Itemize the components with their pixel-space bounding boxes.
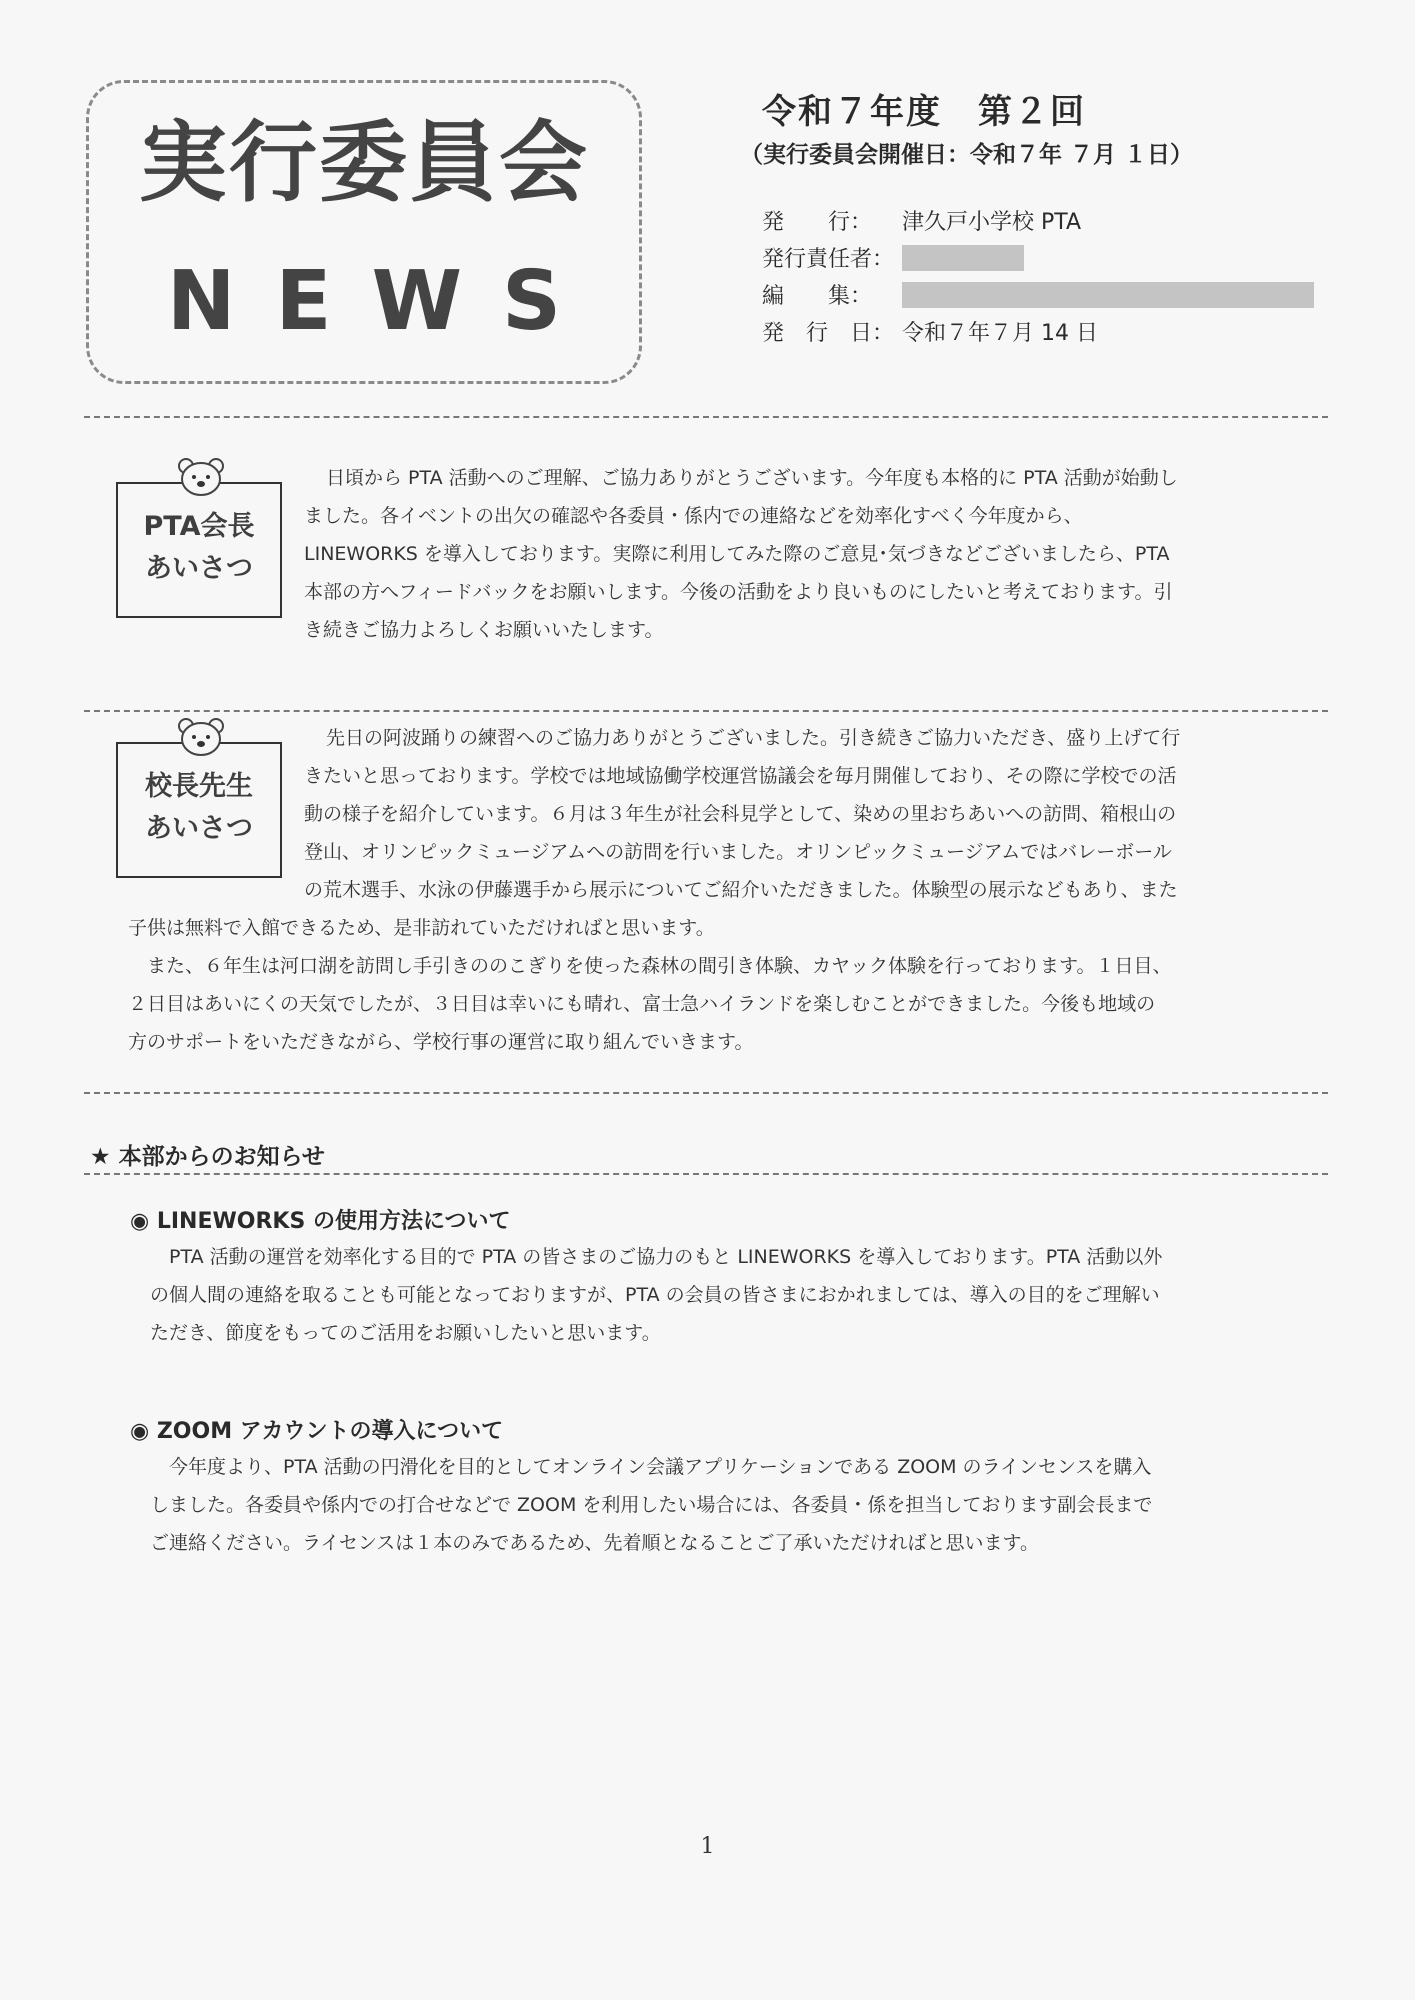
publisher-label: 発 行： xyxy=(762,210,873,235)
text-line: ただき、節度をもってのご活用をお願いしたいと思います。 xyxy=(150,1322,661,1344)
editor-label: 編 集： xyxy=(762,284,873,309)
notice-title-zoom: ◉ ZOOM アカウントの導入について xyxy=(130,1419,504,1444)
redacted-name xyxy=(902,245,1024,271)
text-line: PTA 活動の運営を効率化する目的で PTA の皆さまのご協力のもと LINEWORKS を導入しております。PTA 活動以外 xyxy=(150,1246,1163,1268)
pta-label-line2: あいさつ xyxy=(145,553,253,584)
principal-greeting-text-cont xyxy=(128,909,1313,1061)
text-line: ました。各イベントの出欠の確認や各委員・係内での連絡などを効率化すべく今年度から、 xyxy=(304,505,1083,527)
editor-row xyxy=(762,276,1314,313)
responsible-row xyxy=(762,239,1314,276)
text-line: の個人間の連絡を取ることも可能となっておりますが、PTA の会員の皆さまにおかれましては、導入の目的をご理解い xyxy=(150,1284,1160,1306)
text-line: きたいと思っております。学校では地域協働学校運営協議会を毎月開催しており、その際に学校での活 xyxy=(304,765,1177,787)
bear-icon xyxy=(176,716,226,758)
date-label: 発 行 日： xyxy=(762,321,895,346)
text-line: 登山、オリンピックミュージアムへの訪問を行いました。オリンピックミュージアムではバレーボール xyxy=(304,841,1172,863)
publisher-row xyxy=(762,202,1314,239)
divider xyxy=(84,416,1328,418)
text-line: 本部の方へフィードバックをお願いします。今後の活動をより良いものにしたいと考えております。引 xyxy=(304,581,1173,603)
title-box xyxy=(86,80,642,384)
divider xyxy=(84,1092,1328,1094)
date-value: 令和７年７月 14 日 xyxy=(902,321,1098,346)
publication-info xyxy=(762,202,1314,350)
text-line: き続きご協力よろしくお願いいたします。 xyxy=(304,619,664,641)
pta-greeting-label xyxy=(116,482,282,618)
bear-icon xyxy=(176,456,226,498)
notice-title-lineworks: ◉ LINEWORKS の使用方法について xyxy=(130,1209,511,1234)
principal-label-line2: あいさつ xyxy=(145,813,253,844)
text-line: の荒木選手、水泳の伊藤選手から展示についてご紹介いただきました。体験型の展示などもあり、また xyxy=(304,879,1178,901)
divider xyxy=(84,1173,1328,1175)
pta-label-line1: PTA会長 xyxy=(143,511,255,542)
text-line: 日頃から PTA 活動へのご理解、ご協力ありがとうございます。今年度も本格的に PTA 活動が始動し xyxy=(326,467,1178,489)
text-line: LINEWORKS を導入しております。実際に利用してみた際のご意見･気づきなどございましたら、PTA xyxy=(304,543,1170,565)
text-line: 今年度より、PTA 活動の円滑化を目的としてオンライン会議アプリケーションである ZOOM のラインセンスを購入 xyxy=(150,1456,1152,1478)
principal-label-line1: 校長先生 xyxy=(145,771,253,802)
page-number: 1 xyxy=(700,1834,715,1859)
text-line: また、６年生は河口湖を訪問し手引きののこぎりを使った森林の間引き体験、カヤック体験を行っております。１日目、 xyxy=(128,955,1172,977)
meeting-date: （実行委員会開催日：令和７年 ７月 １日） xyxy=(740,142,1194,168)
responsible-label: 発行責任者： xyxy=(762,247,895,272)
principal-greeting-text xyxy=(304,719,1304,909)
divider xyxy=(84,710,1328,712)
issue-number: 令和７年度 第２回 xyxy=(762,92,1086,132)
pta-greeting-text xyxy=(304,459,1304,649)
notices-section-title: ★ 本部からのお知らせ xyxy=(90,1144,325,1170)
text-line: ご連絡ください。ライセンスは１本のみであるため、先着順となることご了承いただければと思います。 xyxy=(150,1532,1040,1554)
notice-body-lineworks xyxy=(150,1238,1320,1352)
text-line: 方のサポートをいただきながら、学校行事の運営に取り組んでいきます。 xyxy=(128,1031,754,1053)
newsletter-title: 実行委員会 xyxy=(138,111,589,214)
text-line: 子供は無料で入館できるため、是非訪れていただければと思います。 xyxy=(128,917,715,939)
text-line: しました。各委員や係内での打合せなどで ZOOM を利用したい場合には、各委員・係を担当しております副会長まで xyxy=(150,1494,1153,1516)
redacted-editor xyxy=(902,282,1314,308)
publisher-value: 津久戸小学校 PTA xyxy=(902,210,1082,235)
date-row xyxy=(762,313,1314,350)
text-line: 先日の阿波踊りの練習へのご協力ありがとうございました。引き続きご協力いただき、盛り上げて行 xyxy=(326,727,1181,749)
text-line: ２日目はあいにくの天気でしたが、３日目は幸いにも晴れ、富士急ハイランドを楽しむことができました。今後も地域の xyxy=(128,993,1156,1015)
principal-greeting-label xyxy=(116,742,282,878)
notice-body-zoom xyxy=(150,1448,1320,1562)
newsletter-subtitle: NEWS xyxy=(166,254,602,349)
text-line: 動の様子を紹介しています。６月は３年生が社会科見学として、染めの里おちあいへの訪問、箱根山の xyxy=(304,803,1177,825)
